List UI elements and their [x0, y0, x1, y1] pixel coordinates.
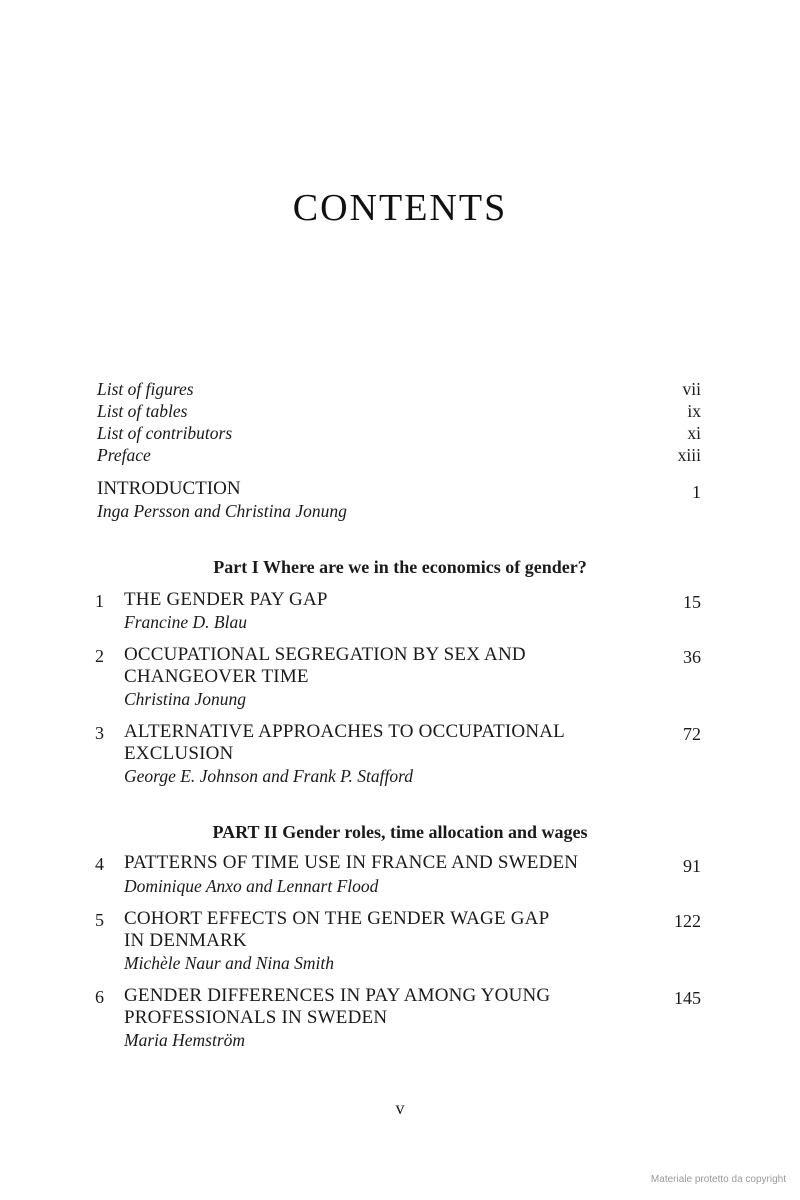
- toc-entry-label: List of contributors: [97, 423, 233, 443]
- part-1-heading: Part I Where are we in the economics of gender?: [213, 557, 587, 577]
- chapter-title-line: THE GENDER PAY GAP: [124, 589, 328, 610]
- chapter-number: 3: [95, 723, 104, 743]
- page-title: CONTENTS: [292, 187, 508, 229]
- chapter-title: [124, 644, 594, 688]
- chapter-page: 72: [683, 724, 701, 744]
- chapter-title-line: IN DENMARK: [124, 930, 247, 951]
- chapter-page: 122: [674, 911, 701, 931]
- page-folio: v: [395, 1098, 405, 1118]
- chapter-title-line: PATTERNS OF TIME USE IN FRANCE AND SWEDEN: [124, 852, 579, 873]
- toc-entry-list-of-figures: [97, 378, 701, 400]
- chapter-number: 2: [95, 646, 104, 666]
- toc-entry-preface: [97, 444, 701, 466]
- toc-entry-page: ix: [687, 401, 701, 421]
- chapter-authors: Michèle Naur and Nina Smith: [124, 953, 334, 973]
- toc-entry-list-of-contributors: [97, 422, 701, 444]
- introduction-authors: Inga Persson and Christina Jonung: [97, 501, 347, 521]
- chapter-title-line: COHORT EFFECTS ON THE GENDER WAGE GAP: [124, 908, 550, 929]
- copyright-watermark: Materiale protetto da copyright: [650, 1174, 786, 1185]
- chapter-title: [124, 908, 594, 952]
- chapter-number: 6: [95, 987, 104, 1007]
- introduction-title: INTRODUCTION: [97, 478, 241, 499]
- chapter-title: [124, 985, 594, 1029]
- chapter-title-line: GENDER DIFFERENCES IN PAY AMONG YOUNG: [124, 985, 551, 1006]
- toc-entry-page: vii: [682, 379, 701, 399]
- chapter-authors: Dominique Anxo and Lennart Flood: [124, 876, 379, 896]
- chapter-title-line: OCCUPATIONAL SEGREGATION BY SEX AND: [124, 644, 526, 665]
- chapter-title-line: ALTERNATIVE APPROACHES TO OCCUPATIONAL: [124, 721, 565, 742]
- chapter-number: 1: [95, 591, 104, 611]
- toc-entry-list-of-tables: [97, 400, 701, 422]
- chapter-authors: George E. Johnson and Frank P. Stafford: [124, 766, 414, 786]
- toc-entry-page: xi: [687, 423, 701, 443]
- chapter-page: 36: [683, 647, 701, 667]
- chapter-number: 5: [95, 910, 104, 930]
- chapter-authors: Francine D. Blau: [124, 612, 247, 632]
- chapter-page: 145: [674, 988, 701, 1008]
- part-2-heading: PART II Gender roles, time allocation and wages: [212, 822, 588, 842]
- chapter-number: 4: [95, 854, 104, 874]
- chapter-page: 15: [683, 592, 701, 612]
- chapter-title-line: CHANGEOVER TIME: [124, 666, 309, 687]
- chapter-title-line: PROFESSIONALS IN SWEDEN: [124, 1007, 388, 1028]
- toc-entry-page: xiii: [677, 445, 701, 465]
- toc-entry-label: List of figures: [97, 379, 194, 399]
- chapter-title: [124, 589, 594, 611]
- chapter-title: [124, 721, 594, 765]
- chapter-title-line: EXCLUSION: [124, 743, 234, 764]
- chapter-page: 91: [683, 856, 701, 876]
- chapter-title: [124, 852, 634, 874]
- toc-entry-label: List of tables: [97, 401, 188, 421]
- toc-entry-label: Preface: [97, 445, 151, 465]
- chapter-authors: Christina Jonung: [124, 689, 247, 709]
- chapter-authors: Maria Hemström: [124, 1030, 246, 1050]
- introduction-page: 1: [692, 482, 701, 502]
